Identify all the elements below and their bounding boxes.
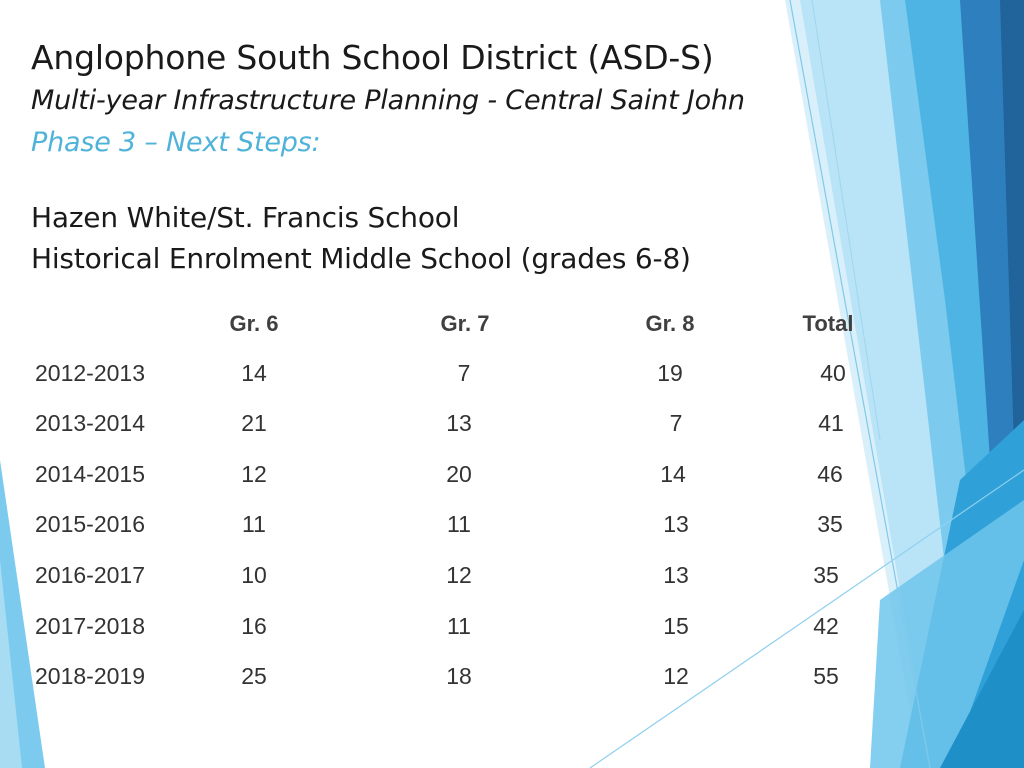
cell-gr8: 7: [669, 410, 683, 436]
column-header-gr6: Gr. 6: [229, 311, 279, 336]
cell-year: 2018-2019: [35, 663, 145, 689]
cell-gr8: 12: [663, 663, 689, 689]
table-row: [0, 663, 1024, 693]
cell-year: 2014-2015: [35, 461, 145, 487]
cell-gr8: 13: [663, 562, 689, 588]
cell-total: 35: [813, 562, 839, 588]
column-header-total: Total: [802, 311, 854, 336]
cell-total: 35: [817, 511, 843, 537]
cell-total: 46: [817, 461, 843, 487]
table-row: [0, 461, 1024, 491]
table-row: [0, 410, 1024, 440]
cell-gr7: 12: [446, 562, 472, 588]
cell-gr6: 21: [241, 410, 267, 436]
cell-total: 41: [818, 410, 844, 436]
table-row: [0, 562, 1024, 592]
phase-heading: Phase 3 – Next Steps:: [31, 127, 321, 158]
table-row: [0, 613, 1024, 643]
cell-gr7: 7: [457, 360, 471, 386]
table-row: [0, 360, 1024, 390]
cell-year: 2013-2014: [35, 410, 145, 436]
slide-subtitle: Multi-year Infrastructure Planning - Central Saint John: [31, 85, 745, 116]
column-header-gr8: Gr. 8: [645, 311, 695, 336]
table-row: [0, 511, 1024, 541]
cell-gr7: 11: [447, 511, 471, 537]
column-header-gr7: Gr. 7: [440, 311, 490, 336]
cell-gr6: 14: [241, 360, 267, 386]
cell-gr6: 25: [241, 663, 267, 689]
cell-year: 2016-2017: [35, 562, 145, 588]
cell-year: 2012-2013: [35, 360, 145, 386]
cell-gr6: 12: [241, 461, 267, 487]
cell-year: 2017-2018: [35, 613, 145, 639]
cell-total: 55: [813, 663, 839, 689]
cell-gr8: 15: [663, 613, 689, 639]
cell-gr7: 18: [446, 663, 472, 689]
cell-gr8: 13: [663, 511, 689, 537]
cell-gr6: 10: [241, 562, 267, 588]
cell-gr6: 11: [242, 511, 266, 537]
cell-gr7: 13: [446, 410, 472, 436]
cell-gr7: 11: [447, 613, 471, 639]
cell-gr7: 20: [446, 461, 472, 487]
cell-year: 2015-2016: [35, 511, 145, 537]
cell-gr6: 16: [241, 613, 267, 639]
cell-total: 40: [820, 360, 846, 386]
cell-gr8: 19: [657, 360, 683, 386]
cell-total: 42: [813, 613, 839, 639]
cell-gr8: 14: [660, 461, 686, 487]
school-name: Hazen White/St. Francis School: [31, 201, 460, 234]
slide-title: Anglophone South School District (ASD-S): [31, 38, 714, 77]
enrolment-heading: Historical Enrolment Middle School (grades 6-8): [31, 242, 691, 275]
